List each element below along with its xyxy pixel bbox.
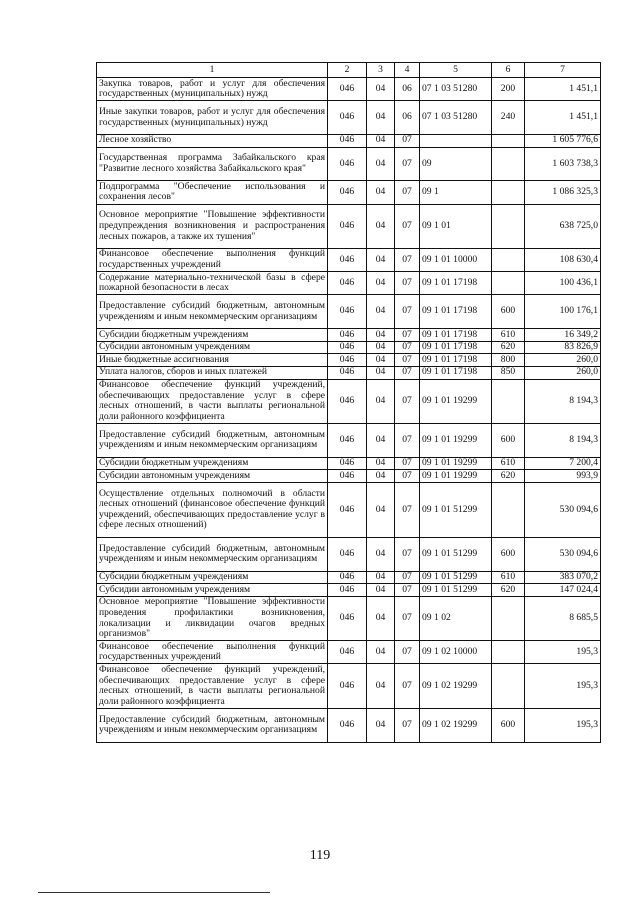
- row-name: Субсидии бюджетным учреждениям: [97, 457, 328, 470]
- row-expense-type: [492, 596, 525, 640]
- row-target-article: 09 1 01 17198: [420, 295, 492, 329]
- row-expense-type: [492, 181, 525, 204]
- row-amount: 1 086 325,3: [525, 181, 601, 204]
- row-target-article: 09 1 01 17198: [420, 366, 492, 379]
- row-admin-code: 046: [328, 134, 367, 147]
- row-admin-code: 046: [328, 641, 367, 664]
- row-expense-type: 600: [492, 708, 525, 742]
- row-section: 04: [367, 664, 395, 708]
- table-row: [97, 584, 601, 597]
- row-subsection: 07: [395, 470, 420, 483]
- row-subsection: 07: [395, 147, 420, 181]
- row-amount: 638 725,0: [525, 204, 601, 248]
- row-name: Основное мероприятие "Повышение эффективности предупреждения возникновения и распространения лесных пожаров, а также их тушения": [97, 204, 328, 248]
- table-row: [97, 147, 601, 181]
- row-target-article: 09 1 01 17198: [420, 354, 492, 367]
- row-amount: 100 176,1: [525, 295, 601, 329]
- row-admin-code: 046: [328, 329, 367, 342]
- row-section: 04: [367, 204, 395, 248]
- row-name: Закупка товаров, работ и услуг для обеспечения государственных (муниципальных) нужд: [97, 78, 328, 101]
- row-name: Иные бюджетные ассигнования: [97, 354, 328, 367]
- row-subsection: 07: [395, 537, 420, 571]
- row-target-article: 09 1 01 51299: [420, 482, 492, 537]
- row-subsection: 07: [395, 457, 420, 470]
- row-expense-type: 620: [492, 341, 525, 354]
- row-expense-type: 610: [492, 457, 525, 470]
- row-amount: 260,0: [525, 354, 601, 367]
- row-name: Финансовое обеспечение выполнения функций государственных учреждений: [97, 641, 328, 664]
- row-amount: 1 603 738,3: [525, 147, 601, 181]
- budget-table-body: [97, 63, 601, 743]
- header-col-3: 3: [367, 63, 395, 78]
- row-expense-type: [492, 379, 525, 423]
- row-expense-type: 850: [492, 366, 525, 379]
- row-amount: 260,0: [525, 366, 601, 379]
- table-row: [97, 204, 601, 248]
- row-section: 04: [367, 78, 395, 101]
- row-subsection: 07: [395, 134, 420, 147]
- row-admin-code: 046: [328, 571, 367, 584]
- row-section: 04: [367, 341, 395, 354]
- row-expense-type: 800: [492, 354, 525, 367]
- row-admin-code: 046: [328, 248, 367, 271]
- row-section: 04: [367, 354, 395, 367]
- row-amount: 83 826,9: [525, 341, 601, 354]
- row-name: Содержание материально-технической базы в сфере пожарной безопасности в лесах: [97, 272, 328, 295]
- row-name: Субсидии бюджетным учреждениям: [97, 329, 328, 342]
- row-name: Финансовое обеспечение функций учреждений, обеспечивающих предоставление услуг в сфере лесных отношений, в части выплаты региональной доли районного коэффициента: [97, 379, 328, 423]
- header-col-1: 1: [97, 63, 328, 78]
- table-row: [97, 641, 601, 664]
- row-admin-code: 046: [328, 354, 367, 367]
- row-section: 04: [367, 147, 395, 181]
- row-target-article: 09 1: [420, 181, 492, 204]
- row-section: 04: [367, 641, 395, 664]
- table-row: [97, 457, 601, 470]
- row-subsection: 07: [395, 272, 420, 295]
- row-amount: 1 451,1: [525, 78, 601, 101]
- row-target-article: 09 1 02 19299: [420, 664, 492, 708]
- row-subsection: 07: [395, 423, 420, 457]
- row-section: 04: [367, 708, 395, 742]
- row-expense-type: [492, 134, 525, 147]
- row-subsection: 07: [395, 366, 420, 379]
- row-target-article: 09 1 01 19299: [420, 379, 492, 423]
- header-col-6: 6: [492, 63, 525, 78]
- row-expense-type: [492, 204, 525, 248]
- row-admin-code: 046: [328, 295, 367, 329]
- row-target-article: 09 1 01 10000: [420, 248, 492, 271]
- row-admin-code: 046: [328, 379, 367, 423]
- row-name: Предоставление субсидий бюджетным, автономным учреждениям и иным некоммерческим организациям: [97, 708, 328, 742]
- row-admin-code: 046: [328, 584, 367, 597]
- row-amount: 7 200,4: [525, 457, 601, 470]
- table-row: [97, 101, 601, 135]
- row-target-article: 09: [420, 147, 492, 181]
- row-name: Субсидии автономным учреждениям: [97, 584, 328, 597]
- row-section: 04: [367, 134, 395, 147]
- row-section: 04: [367, 596, 395, 640]
- row-admin-code: 046: [328, 78, 367, 101]
- row-target-article: 07 1 03 51280: [420, 78, 492, 101]
- row-name: Подпрограмма "Обеспечение использования и сохранения лесов": [97, 181, 328, 204]
- row-amount: 147 024,4: [525, 584, 601, 597]
- row-admin-code: 046: [328, 341, 367, 354]
- row-section: 04: [367, 329, 395, 342]
- row-section: 04: [367, 423, 395, 457]
- row-admin-code: 046: [328, 470, 367, 483]
- row-section: 04: [367, 470, 395, 483]
- row-subsection: 07: [395, 379, 420, 423]
- row-target-article: 09 1 02: [420, 596, 492, 640]
- row-target-article: 07 1 03 51280: [420, 101, 492, 135]
- row-name: Предоставление субсидий бюджетным, автономным учреждениям и иным некоммерческим организациям: [97, 295, 328, 329]
- row-subsection: 07: [395, 571, 420, 584]
- row-expense-type: [492, 147, 525, 181]
- table-row: [97, 272, 601, 295]
- row-section: 04: [367, 571, 395, 584]
- table-row: [97, 482, 601, 537]
- row-name: Иные закупки товаров, работ и услуг для обеспечения государственных (муниципальных) нужд: [97, 101, 328, 135]
- table-row: [97, 571, 601, 584]
- table-row: [97, 664, 601, 708]
- row-expense-type: 620: [492, 470, 525, 483]
- row-target-article: 09 1 01 17198: [420, 272, 492, 295]
- row-section: 04: [367, 366, 395, 379]
- row-name: Осуществление отдельных полномочий в области лесных отношений (финансовое обеспечение функций учреждений, обеспечивающих предоставление услуг в сфере лесных отношений): [97, 482, 328, 537]
- row-name: Предоставление субсидий бюджетным, автономным учреждениям и иным некоммерческим организациям: [97, 537, 328, 571]
- row-subsection: 07: [395, 641, 420, 664]
- row-name: Субсидии бюджетным учреждениям: [97, 571, 328, 584]
- row-subsection: 07: [395, 354, 420, 367]
- row-amount: 108 630,4: [525, 248, 601, 271]
- row-expense-type: [492, 272, 525, 295]
- row-section: 04: [367, 482, 395, 537]
- row-amount: 1 451,1: [525, 101, 601, 135]
- row-name: Лесное хозяйство: [97, 134, 328, 147]
- page-number: 119: [309, 848, 331, 863]
- footer-rule: [38, 892, 270, 893]
- row-admin-code: 046: [328, 596, 367, 640]
- row-target-article: 09 1 02 10000: [420, 641, 492, 664]
- table-row: [97, 470, 601, 483]
- row-expense-type: [492, 664, 525, 708]
- row-amount: 8 194,3: [525, 379, 601, 423]
- table-row: [97, 341, 601, 354]
- row-section: 04: [367, 584, 395, 597]
- table-row: [97, 134, 601, 147]
- row-subsection: 06: [395, 101, 420, 135]
- table-row: [97, 708, 601, 742]
- row-expense-type: 240: [492, 101, 525, 135]
- row-name: Субсидии автономным учреждениям: [97, 341, 328, 354]
- row-subsection: 07: [395, 708, 420, 742]
- row-expense-type: [492, 641, 525, 664]
- row-name: Основное мероприятие "Повышение эффективности проведения профилактики возникновения, локализации и ликвидации очагов вредных организмов": [97, 596, 328, 640]
- row-target-article: 09 1 01 19299: [420, 423, 492, 457]
- row-admin-code: 046: [328, 181, 367, 204]
- budget-table: [96, 62, 601, 743]
- table-row: [97, 366, 601, 379]
- row-section: 04: [367, 101, 395, 135]
- row-target-article: 09 1 01 51299: [420, 571, 492, 584]
- row-amount: 16 349,2: [525, 329, 601, 342]
- row-expense-type: 610: [492, 329, 525, 342]
- row-amount: 1 605 776,6: [525, 134, 601, 147]
- table-row: [97, 596, 601, 640]
- row-expense-type: 600: [492, 537, 525, 571]
- row-target-article: 09 1 01: [420, 204, 492, 248]
- row-subsection: 07: [395, 295, 420, 329]
- row-section: 04: [367, 457, 395, 470]
- row-target-article: 09 1 01 19299: [420, 457, 492, 470]
- table-row: [97, 248, 601, 271]
- row-name: Уплата налогов, сборов и иных платежей: [97, 366, 328, 379]
- row-target-article: 09 1 01 17198: [420, 341, 492, 354]
- table-row: [97, 423, 601, 457]
- row-amount: 993,9: [525, 470, 601, 483]
- row-admin-code: 046: [328, 708, 367, 742]
- row-section: 04: [367, 537, 395, 571]
- row-expense-type: [492, 482, 525, 537]
- row-admin-code: 046: [328, 537, 367, 571]
- row-subsection: 06: [395, 78, 420, 101]
- table-row: [97, 329, 601, 342]
- row-name: Финансовое обеспечение функций учреждений, обеспечивающих предоставление услуг в сфере лесных отношений, в части выплаты региональной доли районного коэффициента: [97, 664, 328, 708]
- row-target-article: 09 1 01 51299: [420, 537, 492, 571]
- row-amount: 383 070,2: [525, 571, 601, 584]
- row-amount: 195,3: [525, 664, 601, 708]
- row-name: Предоставление субсидий бюджетным, автономным учреждениям и иным некоммерческим организациям: [97, 423, 328, 457]
- row-target-article: [420, 134, 492, 147]
- row-admin-code: 046: [328, 101, 367, 135]
- row-section: 04: [367, 181, 395, 204]
- row-subsection: 07: [395, 596, 420, 640]
- row-admin-code: 046: [328, 272, 367, 295]
- row-subsection: 07: [395, 584, 420, 597]
- table-row: [97, 78, 601, 101]
- row-amount: 195,3: [525, 641, 601, 664]
- table-row: [97, 354, 601, 367]
- table-row: [97, 295, 601, 329]
- row-name: Субсидии автономным учреждениям: [97, 470, 328, 483]
- row-subsection: 07: [395, 329, 420, 342]
- header-row: [97, 63, 601, 78]
- row-expense-type: [492, 248, 525, 271]
- row-admin-code: 046: [328, 204, 367, 248]
- row-section: 04: [367, 248, 395, 271]
- row-admin-code: 046: [328, 482, 367, 537]
- row-expense-type: 610: [492, 571, 525, 584]
- table-row: [97, 181, 601, 204]
- row-expense-type: 200: [492, 78, 525, 101]
- row-section: 04: [367, 295, 395, 329]
- row-name: Финансовое обеспечение выполнения функций государственных учреждений: [97, 248, 328, 271]
- row-admin-code: 046: [328, 457, 367, 470]
- row-section: 04: [367, 379, 395, 423]
- table-row: [97, 379, 601, 423]
- header-col-4: 4: [395, 63, 420, 78]
- row-subsection: 07: [395, 204, 420, 248]
- row-expense-type: 620: [492, 584, 525, 597]
- row-subsection: 07: [395, 482, 420, 537]
- row-subsection: 07: [395, 181, 420, 204]
- row-admin-code: 046: [328, 366, 367, 379]
- row-target-article: 09 1 02 19299: [420, 708, 492, 742]
- header-col-5: 5: [420, 63, 492, 78]
- row-amount: 530 094,6: [525, 482, 601, 537]
- row-target-article: 09 1 01 51299: [420, 584, 492, 597]
- header-col-7: 7: [525, 63, 601, 78]
- row-amount: 530 094,6: [525, 537, 601, 571]
- row-name: Государственная программа Забайкальского края "Развитие лесного хозяйства Забайкальского края": [97, 147, 328, 181]
- row-amount: 8 685,5: [525, 596, 601, 640]
- row-subsection: 07: [395, 248, 420, 271]
- row-admin-code: 046: [328, 664, 367, 708]
- header-col-2: 2: [328, 63, 367, 78]
- table-row: [97, 537, 601, 571]
- row-target-article: 09 1 01 17198: [420, 329, 492, 342]
- row-amount: 100 436,1: [525, 272, 601, 295]
- row-amount: 195,3: [525, 708, 601, 742]
- row-subsection: 07: [395, 664, 420, 708]
- row-expense-type: 600: [492, 295, 525, 329]
- row-admin-code: 046: [328, 423, 367, 457]
- row-admin-code: 046: [328, 147, 367, 181]
- row-section: 04: [367, 272, 395, 295]
- row-subsection: 07: [395, 341, 420, 354]
- row-expense-type: 600: [492, 423, 525, 457]
- row-amount: 8 194,3: [525, 423, 601, 457]
- row-target-article: 09 1 01 19299: [420, 470, 492, 483]
